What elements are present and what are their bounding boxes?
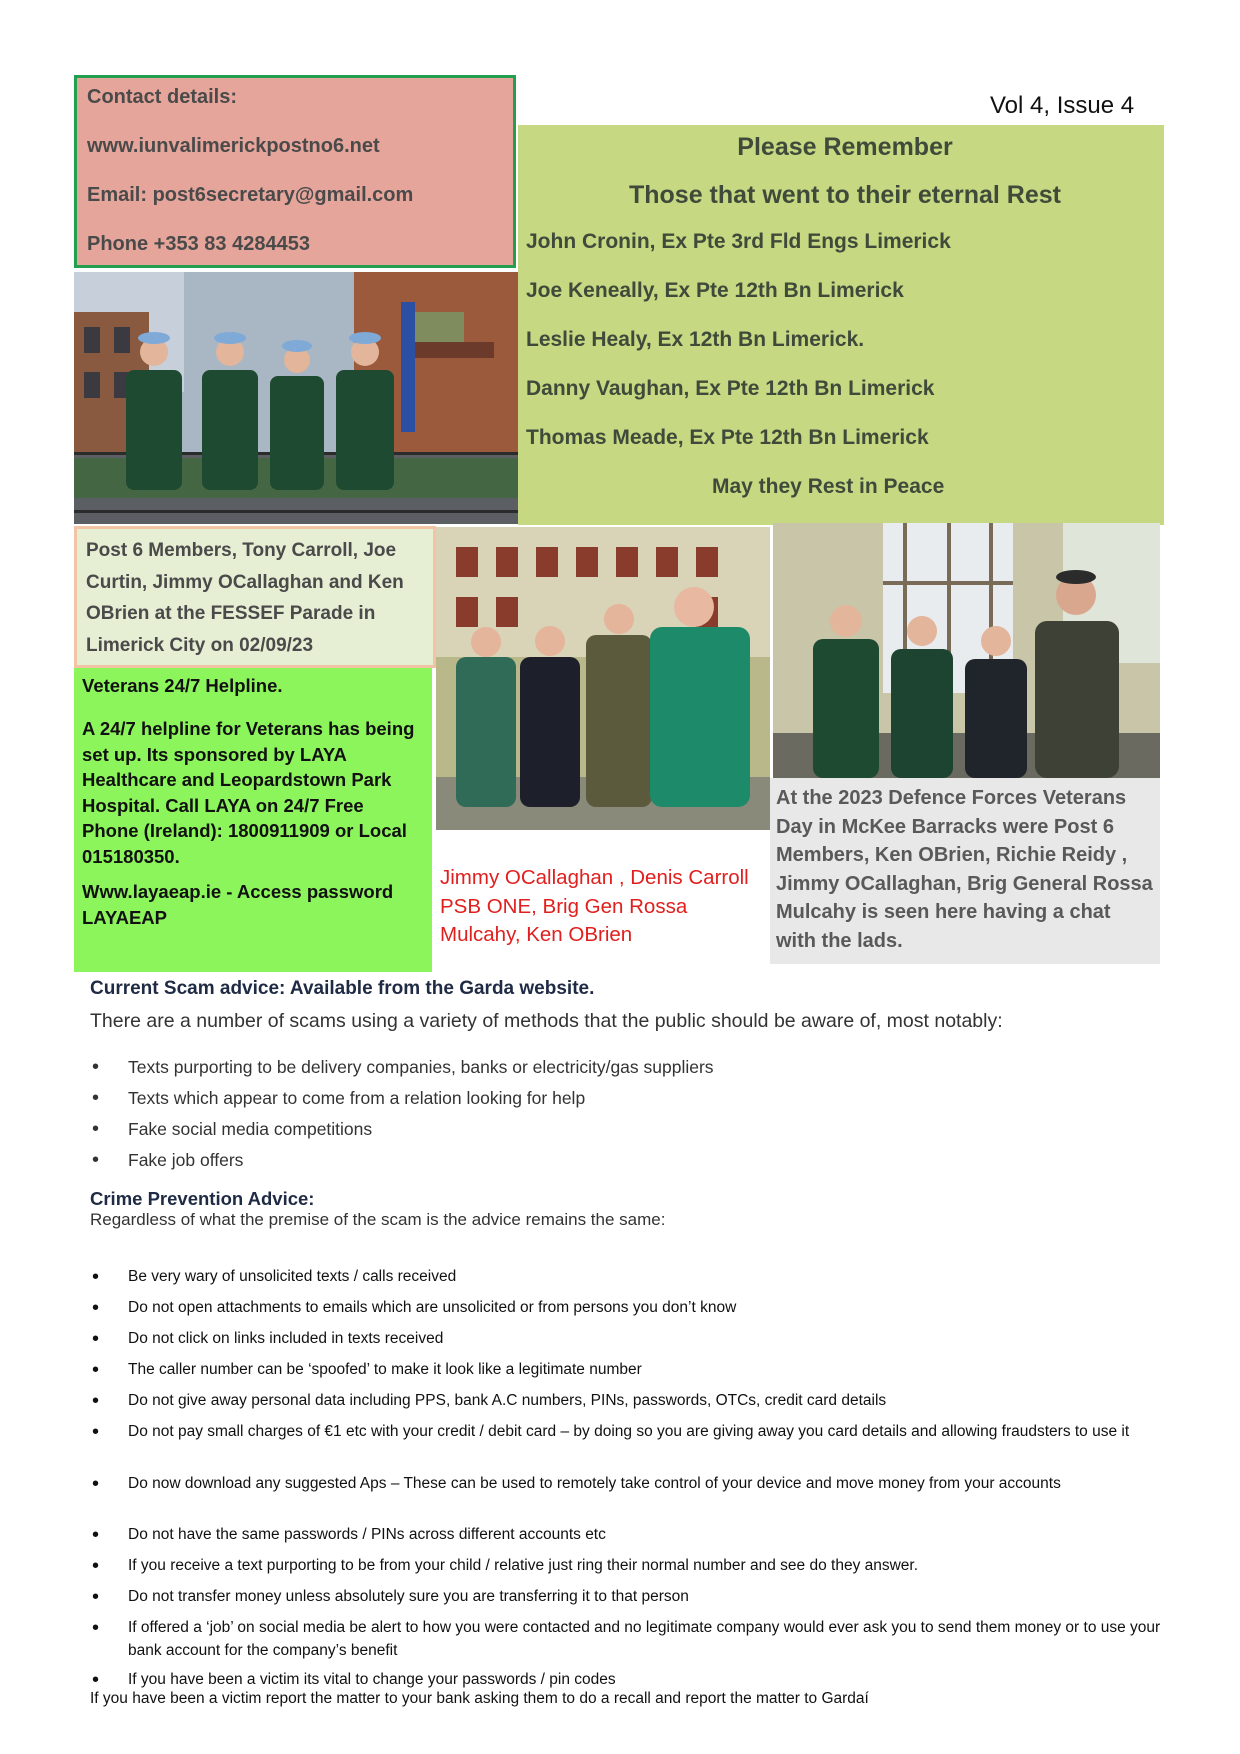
list-item: • The caller number can be ‘spoofed’ to make it look like a legitimate number xyxy=(92,1359,1162,1390)
list-item: • Texts purporting to be delivery companies, banks or electricity/gas suppliers xyxy=(92,1056,714,1087)
list-item: • Do not click on links included in texts received xyxy=(92,1328,1162,1359)
crime-prevention-title: Crime Prevention Advice: xyxy=(90,1188,315,1209)
helpline-website[interactable]: Www.layaeap.ie - Access password LAYAEAP xyxy=(82,881,394,928)
remembrance-box xyxy=(518,125,1164,525)
list-item: • Do now download any suggested Aps – These can be used to remotely take control of your device and move money from your accounts xyxy=(92,1473,1162,1525)
list-item: • Be very wary of unsolicited texts / calls received xyxy=(92,1266,1162,1297)
list-item: • Do not have the same passwords / PINs across different accounts etc xyxy=(92,1524,1162,1555)
photo-fessef-parade xyxy=(74,272,518,524)
scam-list xyxy=(92,1056,714,1180)
issue-label: Vol 4, Issue 4 xyxy=(990,92,1135,119)
contact-details-box xyxy=(74,75,516,268)
contact-phone: Phone +353 83 4284453 xyxy=(87,233,310,255)
list-item: • If offered a ‘job’ on social media be alert to how you were contacted and no legitimate company would ever ask you to send them money or to use your bank account for the company’s benefit xyxy=(92,1617,1162,1669)
remembrance-name: John Cronin, Ex Pte 3rd Fld Engs Limerick xyxy=(526,230,951,253)
photo-mckee-barracks xyxy=(773,523,1160,778)
remembrance-name: Leslie Healy, Ex 12th Bn Limerick. xyxy=(526,328,865,351)
photo-caption-fessef: Post 6 Members, Tony Carroll, Joe Curtin, Jimmy OCallaghan and Ken OBrien at the FESSEF Parade in Limerick City on 02/09/23 xyxy=(74,526,436,668)
crime-prevention-final-note: If you have been a victim report the matter to your bank asking them to do a recall and report the matter to Gardaí xyxy=(90,1690,869,1707)
remembrance-name: Thomas Meade, Ex Pte 12th Bn Limerick xyxy=(526,426,929,449)
list-item: • Fake social media competitions xyxy=(92,1118,714,1149)
contact-heading: Contact details: xyxy=(87,86,238,108)
photo-caption-indoor: Jimmy OCallaghan , Denis Carroll PSB ONE, Brig Gen Rossa Mulcahy, Ken OBrien xyxy=(440,866,749,946)
list-item: • Do not pay small charges of €1 etc with your credit / debit card – by doing so you are giving away you card details and allowing fraudsters to use it xyxy=(92,1421,1162,1473)
contact-email[interactable]: Email: post6secretary@gmail.com xyxy=(87,184,414,206)
contact-website[interactable]: www.iunvalimerickpostno6.net xyxy=(87,135,380,157)
list-item: • Fake job offers xyxy=(92,1149,714,1180)
list-item: • Do not transfer money unless absolutely sure you are transferring it to that person xyxy=(92,1586,1162,1617)
list-item: • Texts which appear to come from a relation looking for help xyxy=(92,1087,714,1118)
list-item: • Do not give away personal data including PPS, bank A.C numbers, PINs, passwords, OTCs, credit card details xyxy=(92,1390,1162,1421)
helpline-body: A 24/7 helpline for Veterans has being set up. Its sponsored by LAYA Healthcare and Leopardstown Park Hospital. Call LAYA on 24/7 Free Phone (Ireland): 1800911909 or Local 015180350. xyxy=(82,718,415,867)
helpline-title: Veterans 24/7 Helpline. xyxy=(82,675,283,696)
remembrance-closing: May they Rest in Peace xyxy=(712,475,945,498)
crime-prevention-list xyxy=(92,1266,1162,1700)
remembrance-title: Please Remember xyxy=(737,133,953,161)
remembrance-subtitle: Those that went to their eternal Rest xyxy=(628,181,1061,209)
list-item: • If you have been a victim its vital to change your passwords / pin codes xyxy=(92,1669,1162,1700)
list-item: • If you receive a text purporting to be from your child / relative just ring their normal number and see do they answer. xyxy=(92,1555,1162,1586)
veterans-helpline-box xyxy=(74,668,432,972)
scam-advice-title: Current Scam advice: Available from the Garda website. xyxy=(90,978,595,999)
list-item: • Do not open attachments to emails which are unsolicited or from persons you don’t know xyxy=(92,1297,1162,1328)
remembrance-name: Danny Vaughan, Ex Pte 12th Bn Limerick xyxy=(526,377,935,400)
photo-caption-mckee: At the 2023 Defence Forces Veterans Day in McKee Barracks were Post 6 Members, Ken OBrien, Richie Reidy , Jimmy OCallaghan, Brig General Rossa Mulcahy is seen here having a chat with the lads. xyxy=(770,778,1160,964)
photo-indoor-group xyxy=(436,527,770,830)
scam-advice-intro: There are a number of scams using a variety of methods that the public should be aware of, most notably: xyxy=(90,1010,1003,1032)
crime-prevention-intro: Regardless of what the premise of the scam is the advice remains the same: xyxy=(90,1210,666,1229)
remembrance-name: Joe Keneally, Ex Pte 12th Bn Limerick xyxy=(526,279,904,302)
